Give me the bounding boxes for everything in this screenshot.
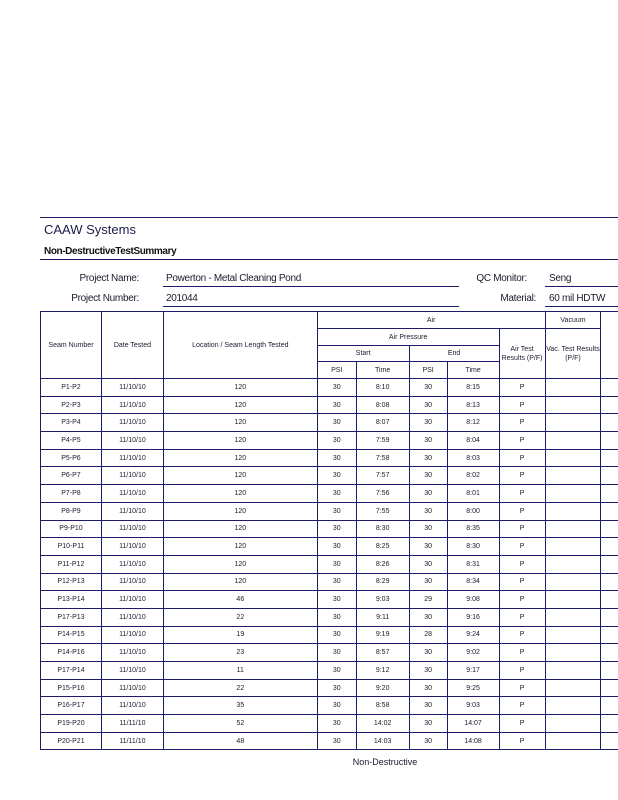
air-result-cell: P	[499, 555, 545, 573]
vac-result-cell	[545, 485, 601, 503]
seam-number-cell: P9-P10	[41, 520, 102, 538]
time-end-header: Time	[447, 362, 499, 379]
date-tested-cell: 11/10/10	[101, 679, 163, 697]
time-start-cell: 7:59	[356, 432, 409, 450]
extra-column-cell	[601, 662, 618, 680]
table-row	[41, 608, 618, 626]
air-result-cell: P	[499, 449, 545, 467]
time-end-cell: 8:04	[447, 432, 499, 450]
date-tested-cell: 11/10/10	[101, 449, 163, 467]
psi-end-cell: 30	[409, 573, 447, 591]
air-result-cell: P	[499, 608, 545, 626]
date-tested-cell: 11/10/10	[101, 467, 163, 485]
vac-result-cell	[545, 432, 601, 450]
table-row	[41, 485, 618, 503]
seam-number-cell: P11-P12	[41, 555, 102, 573]
psi-end-cell: 30	[409, 679, 447, 697]
seam-number-cell: P15-P16	[41, 679, 102, 697]
vac-test-results-header: Vac. Test Results (P/F)	[545, 329, 601, 379]
table-row	[41, 715, 618, 733]
time-start-cell: 7:55	[356, 502, 409, 520]
psi-end-cell: 30	[409, 662, 447, 680]
time-end-cell: 8:31	[447, 555, 499, 573]
psi-start-cell: 30	[317, 608, 356, 626]
length-cell: 120	[163, 414, 317, 432]
time-start-header: Time	[356, 362, 409, 379]
date-tested-cell: 11/10/10	[101, 432, 163, 450]
air-result-cell: P	[499, 502, 545, 520]
psi-start-cell: 30	[317, 626, 356, 644]
vac-result-cell	[545, 467, 601, 485]
vac-result-cell	[545, 644, 601, 662]
air-result-cell: P	[499, 414, 545, 432]
vac-result-cell	[545, 502, 601, 520]
length-cell: 19	[163, 626, 317, 644]
time-end-cell: 9:24	[447, 626, 499, 644]
psi-end-cell: 30	[409, 414, 447, 432]
end-header: End	[409, 346, 499, 362]
date-tested-cell: 11/10/10	[101, 662, 163, 680]
top-rule	[40, 217, 618, 218]
psi-start-cell: 30	[317, 662, 356, 680]
extra-column-cell	[601, 555, 618, 573]
vac-result-cell	[545, 520, 601, 538]
extra-column-cell	[601, 449, 618, 467]
time-start-cell: 9:11	[356, 608, 409, 626]
air-result-cell: P	[499, 626, 545, 644]
date-tested-cell: 11/11/10	[101, 715, 163, 733]
date-tested-cell: 11/10/10	[101, 379, 163, 397]
vac-result-cell	[545, 679, 601, 697]
air-result-cell: P	[499, 485, 545, 503]
time-start-cell: 8:26	[356, 555, 409, 573]
psi-end-cell: 30	[409, 485, 447, 503]
psi-end-cell: 30	[409, 732, 447, 750]
seam-number-cell: P14-P15	[41, 626, 102, 644]
time-end-cell: 8:30	[447, 538, 499, 556]
air-result-cell: P	[499, 591, 545, 609]
time-start-cell: 7:56	[356, 485, 409, 503]
location-header: Location / Seam Length Tested	[163, 312, 317, 379]
air-header: Air	[317, 312, 545, 329]
length-cell: 23	[163, 644, 317, 662]
air-result-cell: P	[499, 379, 545, 397]
material-underline	[545, 306, 618, 307]
table-row	[41, 679, 618, 697]
length-cell: 11	[163, 662, 317, 680]
table-row	[41, 467, 618, 485]
length-cell: 120	[163, 467, 317, 485]
length-cell: 120	[163, 485, 317, 503]
length-cell: 120	[163, 538, 317, 556]
extra-column-cell	[601, 396, 618, 414]
psi-end-cell: 29	[409, 591, 447, 609]
length-cell: 22	[163, 608, 317, 626]
time-start-cell: 8:08	[356, 396, 409, 414]
time-start-cell: 9:20	[356, 679, 409, 697]
length-cell: 120	[163, 449, 317, 467]
time-start-cell: 9:19	[356, 626, 409, 644]
length-cell: 120	[163, 396, 317, 414]
vac-result-cell	[545, 573, 601, 591]
psi-end-cell: 30	[409, 502, 447, 520]
date-tested-cell: 11/10/10	[101, 538, 163, 556]
vac-result-cell	[545, 414, 601, 432]
table-row	[41, 662, 618, 680]
seam-number-cell: P5-P6	[41, 449, 102, 467]
psi-end-cell: 30	[409, 432, 447, 450]
extra-column-cell	[601, 626, 618, 644]
extra-column-cell	[601, 485, 618, 503]
table-row	[41, 732, 618, 750]
start-header: Start	[317, 346, 409, 362]
air-result-cell: P	[499, 715, 545, 733]
qc-monitor-label: QC Monitor:	[476, 273, 527, 284]
time-start-cell: 14:02	[356, 715, 409, 733]
seam-number-cell: P16-P17	[41, 697, 102, 715]
vac-result-cell	[545, 662, 601, 680]
psi-start-cell: 30	[317, 502, 356, 520]
vac-result-cell	[545, 449, 601, 467]
psi-start-cell: 30	[317, 715, 356, 733]
vac-result-cell	[545, 697, 601, 715]
date-tested-cell: 11/10/10	[101, 697, 163, 715]
psi-end-cell: 30	[409, 715, 447, 733]
air-result-cell: P	[499, 396, 545, 414]
vac-result-cell	[545, 608, 601, 626]
psi-start-cell: 30	[317, 679, 356, 697]
time-start-cell: 8:29	[356, 573, 409, 591]
psi-end-cell: 28	[409, 626, 447, 644]
time-start-cell: 8:25	[356, 538, 409, 556]
date-tested-header: Date Tested	[101, 312, 163, 379]
length-cell: 48	[163, 732, 317, 750]
time-start-cell: 14:03	[356, 732, 409, 750]
extra-column-cell	[601, 732, 618, 750]
extra-column-cell	[601, 467, 618, 485]
extra-column-cell	[601, 679, 618, 697]
title-rule	[40, 259, 618, 260]
air-result-cell: P	[499, 732, 545, 750]
length-cell: 120	[163, 573, 317, 591]
time-end-cell: 8:12	[447, 414, 499, 432]
air-result-cell: P	[499, 432, 545, 450]
time-end-cell: 14:07	[447, 715, 499, 733]
time-start-cell: 8:57	[356, 644, 409, 662]
air-result-cell: P	[499, 538, 545, 556]
material-label: Material:	[500, 293, 536, 304]
seam-number-cell: P7-P8	[41, 485, 102, 503]
psi-end-cell: 30	[409, 449, 447, 467]
extra-column-cell	[601, 538, 618, 556]
vacuum-header: Vacuum	[545, 312, 601, 329]
project-number-value: 201044	[166, 293, 198, 304]
air-result-cell: P	[499, 644, 545, 662]
seam-number-cell: P17-P13	[41, 608, 102, 626]
length-cell: 120	[163, 555, 317, 573]
time-end-cell: 9:03	[447, 697, 499, 715]
qc-monitor-underline	[545, 286, 618, 287]
time-end-cell: 8:15	[447, 379, 499, 397]
date-tested-cell: 11/10/10	[101, 414, 163, 432]
psi-end-cell: 30	[409, 379, 447, 397]
time-end-cell: 14:08	[447, 732, 499, 750]
length-cell: 120	[163, 502, 317, 520]
psi-end-cell: 30	[409, 538, 447, 556]
vac-result-cell	[545, 715, 601, 733]
project-name-label: Project Name:	[79, 273, 139, 284]
psi-end-cell: 30	[409, 697, 447, 715]
seam-number-cell: P17-P14	[41, 662, 102, 680]
seam-number-cell: P6-P7	[41, 467, 102, 485]
psi-end-header: PSI	[409, 362, 447, 379]
air-result-cell: P	[499, 679, 545, 697]
psi-start-cell: 30	[317, 555, 356, 573]
seam-number-cell: P14-P16	[41, 644, 102, 662]
psi-start-cell: 30	[317, 697, 356, 715]
seam-number-cell: P4-P5	[41, 432, 102, 450]
air-test-results-header: Air Test Results (P/F)	[499, 329, 545, 379]
time-start-cell: 8:07	[356, 414, 409, 432]
date-tested-cell: 11/10/10	[101, 573, 163, 591]
seam-number-cell: P2-P3	[41, 396, 102, 414]
table-row	[41, 644, 618, 662]
psi-end-cell: 30	[409, 555, 447, 573]
time-start-cell: 9:03	[356, 591, 409, 609]
date-tested-cell: 11/10/10	[101, 485, 163, 503]
date-tested-cell: 11/10/10	[101, 644, 163, 662]
time-end-cell: 9:16	[447, 608, 499, 626]
table-row	[41, 538, 618, 556]
seam-number-cell: P13-P14	[41, 591, 102, 609]
psi-start-cell: 30	[317, 432, 356, 450]
psi-end-cell: 30	[409, 520, 447, 538]
psi-start-cell: 30	[317, 379, 356, 397]
psi-start-cell: 30	[317, 467, 356, 485]
length-cell: 22	[163, 679, 317, 697]
table-row	[41, 591, 618, 609]
vac-result-cell	[545, 538, 601, 556]
date-tested-cell: 11/10/10	[101, 608, 163, 626]
psi-start-cell: 30	[317, 538, 356, 556]
time-end-cell: 8:13	[447, 396, 499, 414]
seam-number-cell: P19-P20	[41, 715, 102, 733]
vac-result-cell	[545, 555, 601, 573]
vac-result-cell	[545, 732, 601, 750]
date-tested-cell: 11/10/10	[101, 520, 163, 538]
date-tested-cell: 11/10/10	[101, 502, 163, 520]
psi-start-header: PSI	[317, 362, 356, 379]
table-row	[41, 697, 618, 715]
date-tested-cell: 11/10/10	[101, 591, 163, 609]
table-row	[41, 573, 618, 591]
project-name-value: Powerton - Metal Cleaning Pond	[166, 273, 301, 284]
psi-end-cell: 30	[409, 608, 447, 626]
psi-start-cell: 30	[317, 644, 356, 662]
psi-end-cell: 30	[409, 467, 447, 485]
table-row	[41, 432, 618, 450]
table-row	[41, 626, 618, 644]
extra-column-cell	[601, 715, 618, 733]
table-row	[41, 414, 618, 432]
air-result-cell: P	[499, 573, 545, 591]
air-result-cell: P	[499, 697, 545, 715]
time-end-cell: 8:02	[447, 467, 499, 485]
footer-label: Non-Destructive	[352, 757, 418, 767]
seam-number-cell: P3-P4	[41, 414, 102, 432]
table-row	[41, 555, 618, 573]
seam-number-cell: P1-P2	[41, 379, 102, 397]
extra-column-cell	[601, 608, 618, 626]
time-end-cell: 8:34	[447, 573, 499, 591]
extra-column-cell	[601, 573, 618, 591]
length-cell: 52	[163, 715, 317, 733]
extra-column-cell	[601, 644, 618, 662]
length-cell: 120	[163, 432, 317, 450]
seam-number-cell: P12-P13	[41, 573, 102, 591]
psi-start-cell: 30	[317, 591, 356, 609]
time-start-cell: 8:10	[356, 379, 409, 397]
air-result-cell: P	[499, 520, 545, 538]
qc-monitor-value: Seng	[549, 273, 572, 284]
time-end-cell: 8:35	[447, 520, 499, 538]
extra-column-cell	[601, 379, 618, 397]
date-tested-cell: 11/11/10	[101, 732, 163, 750]
material-value: 60 mil HDTW	[549, 293, 606, 304]
vac-result-cell	[545, 591, 601, 609]
project-name-underline	[163, 286, 459, 287]
extra-column-cell	[601, 432, 618, 450]
date-tested-cell: 11/10/10	[101, 396, 163, 414]
table-row	[41, 520, 618, 538]
table-row	[41, 502, 618, 520]
psi-start-cell: 30	[317, 414, 356, 432]
extra-column-cell	[601, 697, 618, 715]
report-title: Non-DestructiveTestSummary	[44, 246, 177, 257]
vac-result-cell	[545, 626, 601, 644]
date-tested-cell: 11/10/10	[101, 555, 163, 573]
time-end-cell: 9:25	[447, 679, 499, 697]
length-cell: 35	[163, 697, 317, 715]
psi-start-cell: 30	[317, 520, 356, 538]
seam-number-cell: P8-P9	[41, 502, 102, 520]
time-end-cell: 9:08	[447, 591, 499, 609]
date-tested-cell: 11/10/10	[101, 626, 163, 644]
extra-column-cell	[601, 520, 618, 538]
seam-number-header: Seam Number	[41, 312, 102, 379]
vac-result-cell	[545, 379, 601, 397]
psi-start-cell: 30	[317, 485, 356, 503]
length-cell: 46	[163, 591, 317, 609]
air-result-cell: P	[499, 467, 545, 485]
time-start-cell: 9:12	[356, 662, 409, 680]
table-row	[41, 379, 618, 397]
psi-end-cell: 30	[409, 396, 447, 414]
test-summary-table	[40, 311, 618, 750]
extra-column-header	[601, 312, 618, 379]
seam-number-cell: P10-P11	[41, 538, 102, 556]
vac-result-cell	[545, 396, 601, 414]
time-start-cell: 8:58	[356, 697, 409, 715]
time-start-cell: 8:30	[356, 520, 409, 538]
company-name: CAAW Systems	[44, 222, 136, 237]
time-end-cell: 8:00	[447, 502, 499, 520]
length-cell: 120	[163, 520, 317, 538]
air-result-cell: P	[499, 662, 545, 680]
air-pressure-header: Air Pressure	[317, 329, 499, 346]
psi-start-cell: 30	[317, 449, 356, 467]
seam-number-cell: P20-P21	[41, 732, 102, 750]
project-number-underline	[163, 306, 459, 307]
time-end-cell: 8:03	[447, 449, 499, 467]
time-end-cell: 9:02	[447, 644, 499, 662]
psi-start-cell: 30	[317, 573, 356, 591]
time-start-cell: 7:58	[356, 449, 409, 467]
extra-column-cell	[601, 591, 618, 609]
time-end-cell: 8:01	[447, 485, 499, 503]
length-cell: 120	[163, 379, 317, 397]
time-start-cell: 7:57	[356, 467, 409, 485]
extra-column-cell	[601, 502, 618, 520]
psi-start-cell: 30	[317, 732, 356, 750]
project-number-label: Project Number:	[71, 293, 139, 304]
extra-column-cell	[601, 414, 618, 432]
table-row	[41, 396, 618, 414]
psi-start-cell: 30	[317, 396, 356, 414]
table-row	[41, 449, 618, 467]
psi-end-cell: 30	[409, 644, 447, 662]
time-end-cell: 9:17	[447, 662, 499, 680]
